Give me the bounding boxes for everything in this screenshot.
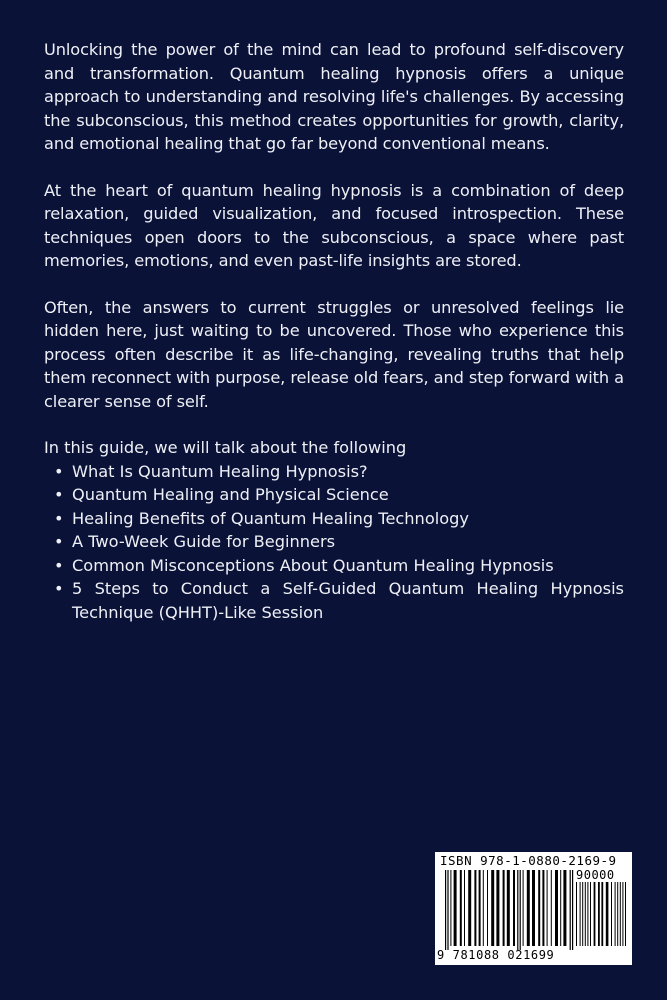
barcode-bar [617,882,618,946]
barcode-bar [587,882,588,946]
barcode-bar [580,882,581,946]
barcode-bar [563,870,566,946]
barcode-bar [615,882,616,946]
list-intro: In this guide, we will talk about the following [44,438,407,457]
barcode-bar [479,870,481,946]
barcode-bar [520,870,521,950]
barcode-bar [590,882,591,946]
barcode-bar [594,882,596,946]
barcode-bar [468,870,471,946]
barcode-bar [532,870,535,946]
barcode-bar [503,870,505,946]
barcode-bar [454,870,457,946]
paragraph-1: Unlocking the power of the mind can lead to profound self-discovery and transformation. Quantum healing hypnosis offers a unique approach to understanding and resolving life's challenges. By accessing the subconscious, this method creates opportunities for growth, clarity, and emotional healing that go far beyond conventional means. [44,40,624,153]
ean-digits: 9 781088 021699 [437,948,555,962]
barcode-bar [523,870,524,946]
list-item: • What Is Quantum Healing Hypnosis? [54,460,624,484]
barcode-bar [620,882,621,946]
barcode-bar [464,870,465,946]
barcode-bar [450,870,451,946]
barcode-bar [507,870,510,946]
barcode-bar [622,882,623,946]
barcode-bar [496,870,499,946]
barcode-bar [483,870,484,946]
barcode-bar [491,870,494,946]
blurb-text [44,38,624,624]
barcode-bar [487,870,488,946]
barcode-bar [570,870,571,950]
topic-list [44,460,624,625]
barcode-bar [572,870,573,950]
list-item: • A Two-Week Guide for Beginners [54,530,624,554]
list-item: • Quantum Healing and Physical Science [54,483,624,507]
barcode-bar [585,882,586,946]
barcode-bar [517,870,518,950]
list-item: • Common Misconceptions About Quantum Healing Hypnosis [54,554,624,578]
list-item: • 5 Steps to Conduct a Self-Guided Quantum Healing Hypnosis Technique (QHHT)-Like Session [54,577,624,624]
barcode-bar [527,870,530,946]
barcode-bar [576,882,577,946]
isbn-barcode [435,852,632,965]
barcode-bar [474,870,476,946]
barcode-bar [538,870,540,946]
barcode-bar [560,870,561,946]
paragraph-3: Often, the answers to current struggles or unresolved feelings lie hidden here, just waiting to be uncovered. Those who experience this process often describe it as life-changing, revealing truths that help them reconnect with purpose, release old fears, and step forward with a clearer sense of self. [44,297,624,411]
barcode-bar [551,870,552,946]
barcode-bar [582,882,583,946]
barcode-bar [447,870,448,950]
barcode-bar [625,882,626,946]
barcode-bar [547,870,548,946]
barcode-bar [606,882,609,946]
barcode-bar [555,870,558,946]
barcode-bar [611,882,612,946]
barcode-bar [598,882,600,946]
barcode-bar [445,870,446,950]
barcode-bar [460,870,462,946]
list-item: • Healing Benefits of Quantum Healing Technology [54,507,624,531]
isbn-label: ISBN 978-1-0880-2169-9 [440,853,617,868]
price-code: 90000 [576,868,615,882]
barcode-bar [542,870,544,946]
barcode-bar [601,882,603,946]
paragraph-2: At the heart of quantum healing hypnosis is a combination of deep relaxation, guided visualization, and focused introspection. These techniques open doors to the subconscious, a space where past memories, emotions, and even past-life insights are stored. [44,180,624,270]
barcode-bar [513,870,515,946]
